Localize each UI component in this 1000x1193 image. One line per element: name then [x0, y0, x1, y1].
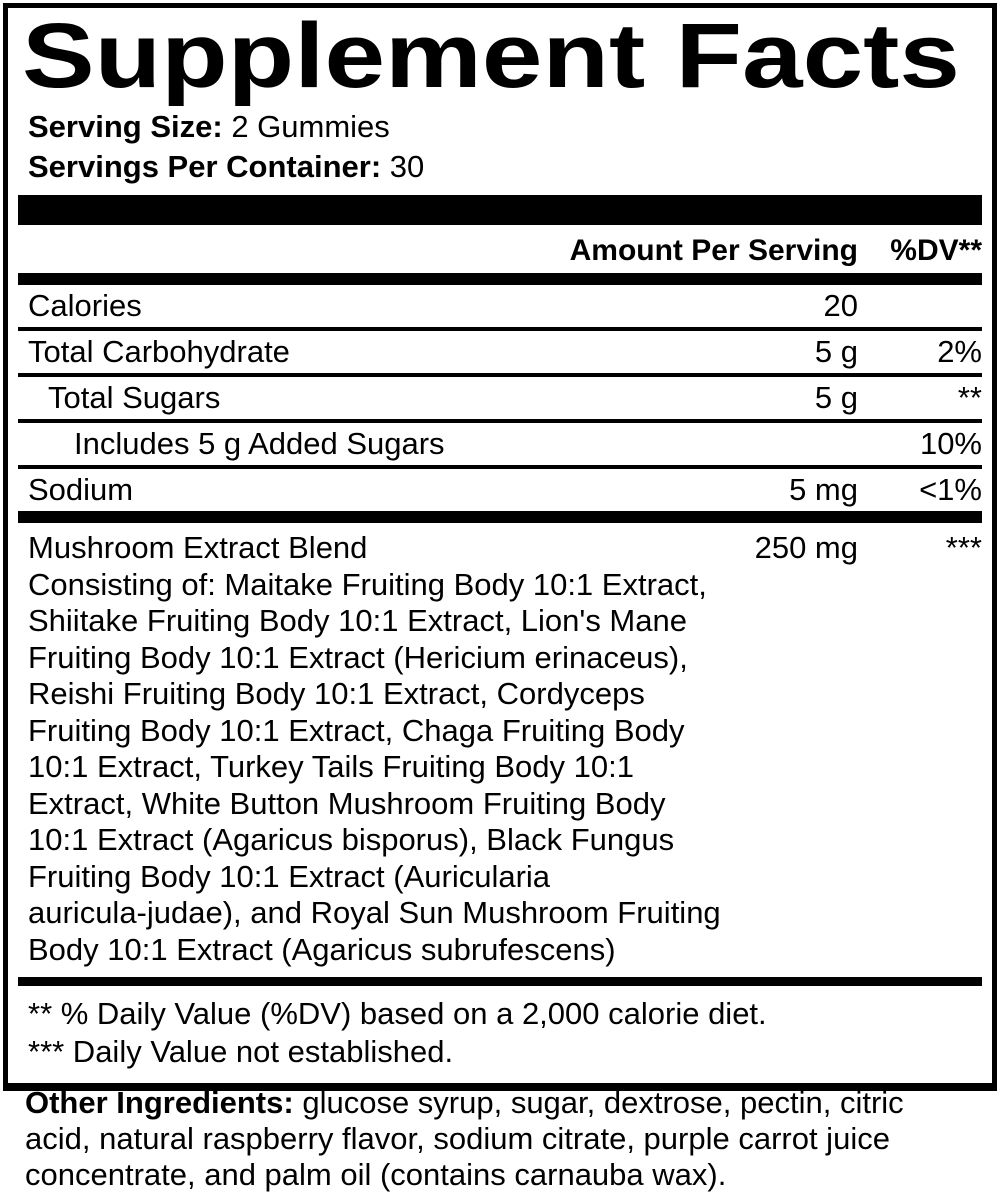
nutrient-dv: 10%	[919, 426, 982, 461]
blend-description-line: Consisting of: Maitake Fruiting Body 10:1 Extract,	[28, 566, 707, 602]
nutrient-dv: **	[957, 380, 982, 415]
blend-name: Mushroom Extract Blend	[28, 530, 368, 565]
blend-description-line: 10:1 Extract, Turkey Tails Fruiting Body 10:1	[28, 749, 634, 784]
footnote-not-established: *** Daily Value not established.	[28, 1034, 454, 1069]
nutrient-amount: 5 g	[814, 334, 858, 369]
nutrient-amount: 20	[823, 288, 858, 323]
blend-header-row	[28, 530, 982, 567]
blend-description-line: Fruiting Body 10:1 Extract, Chaga Fruiting Body	[28, 712, 685, 748]
other-ingredients-line: concentrate, and palm oil (contains carnauba wax).	[25, 1157, 727, 1192]
other-ingredients-label: Other Ingredients:	[25, 1085, 294, 1120]
nutrient-row-added-sugars	[18, 423, 982, 469]
footnote-daily-value: ** % Daily Value (%DV) based on a 2,000 calorie diet.	[28, 996, 767, 1031]
other-ingredients	[25, 1085, 980, 1193]
header-divider	[18, 273, 982, 285]
blend-section-divider	[18, 977, 982, 986]
serving-size-value: 2 Gummies	[231, 109, 390, 144]
blend-description-line: Shiitake Fruiting Body 10:1 Extract, Lion's Mane	[28, 603, 687, 638]
nutrient-name: Total Carbohydrate	[28, 334, 290, 369]
nutrient-name: Includes 5 g Added Sugars	[74, 426, 445, 461]
supplement-facts-panel	[3, 3, 997, 1091]
nutrient-name: Total Sugars	[48, 380, 221, 415]
amount-per-serving-header: Amount Per Serving	[569, 234, 858, 267]
column-header-row	[18, 225, 982, 273]
sodium-section-divider	[18, 515, 982, 523]
nutrient-row-sodium	[18, 469, 982, 515]
nutrient-amount: 5 mg	[789, 472, 858, 507]
blend-description-line: auricula-judae), and Royal Sun Mushroom Fruiting	[28, 895, 721, 930]
nutrient-name: Sodium	[28, 472, 134, 507]
blend-description-line: Fruiting Body 10:1 Extract (Hericium erinaceus),	[28, 639, 688, 675]
thick-divider-top	[18, 195, 982, 225]
panel-title-svg	[22, 10, 967, 107]
panel-title-wrap	[22, 10, 982, 107]
blend-amount: 250 mg	[754, 530, 858, 565]
other-ingredients-line: acid, natural raspberry flavor, sodium citrate, purple carrot juice	[25, 1121, 890, 1156]
servings-per-container-row	[18, 147, 982, 187]
blend-description-line: Fruiting Body 10:1 Extract (Auricularia	[28, 858, 551, 894]
blend-section	[18, 523, 982, 977]
blend-description-line: Extract, White Button Mushroom Fruiting Body	[28, 785, 666, 821]
blend-description-line: Body 10:1 Extract (Agaricus subrufescens)	[28, 931, 616, 967]
other-ingredients-line	[25, 1085, 980, 1121]
serving-size-label: Serving Size:	[28, 109, 223, 144]
footnotes	[18, 986, 982, 1083]
blend-description-line: 10:1 Extract (Agaricus bisporus), Black Fungus	[28, 822, 675, 857]
nutrient-name: Calories	[28, 288, 142, 323]
blend-description-line: Reishi Fruiting Body 10:1 Extract, Cordyceps	[28, 676, 645, 711]
panel-title: Supplement Facts	[22, 10, 960, 107]
nutrient-row-total-carbohydrate	[18, 331, 982, 377]
nutrient-row-total-sugars	[18, 377, 982, 423]
nutrient-dv: 2%	[937, 334, 982, 369]
nutrient-row-calories	[18, 285, 982, 331]
serving-size-row	[18, 107, 982, 147]
nutrient-amount: 5 g	[814, 380, 858, 415]
blend-dv: ***	[945, 530, 982, 565]
nutrient-dv: <1%	[919, 472, 982, 507]
servings-per-container-value: 30	[389, 149, 425, 184]
servings-per-container-label: Servings Per Container:	[28, 149, 382, 184]
dv-header: %DV**	[890, 234, 982, 267]
other-ingredients-text: glucose syrup, sugar, dextrose, pectin, citric	[302, 1085, 904, 1120]
